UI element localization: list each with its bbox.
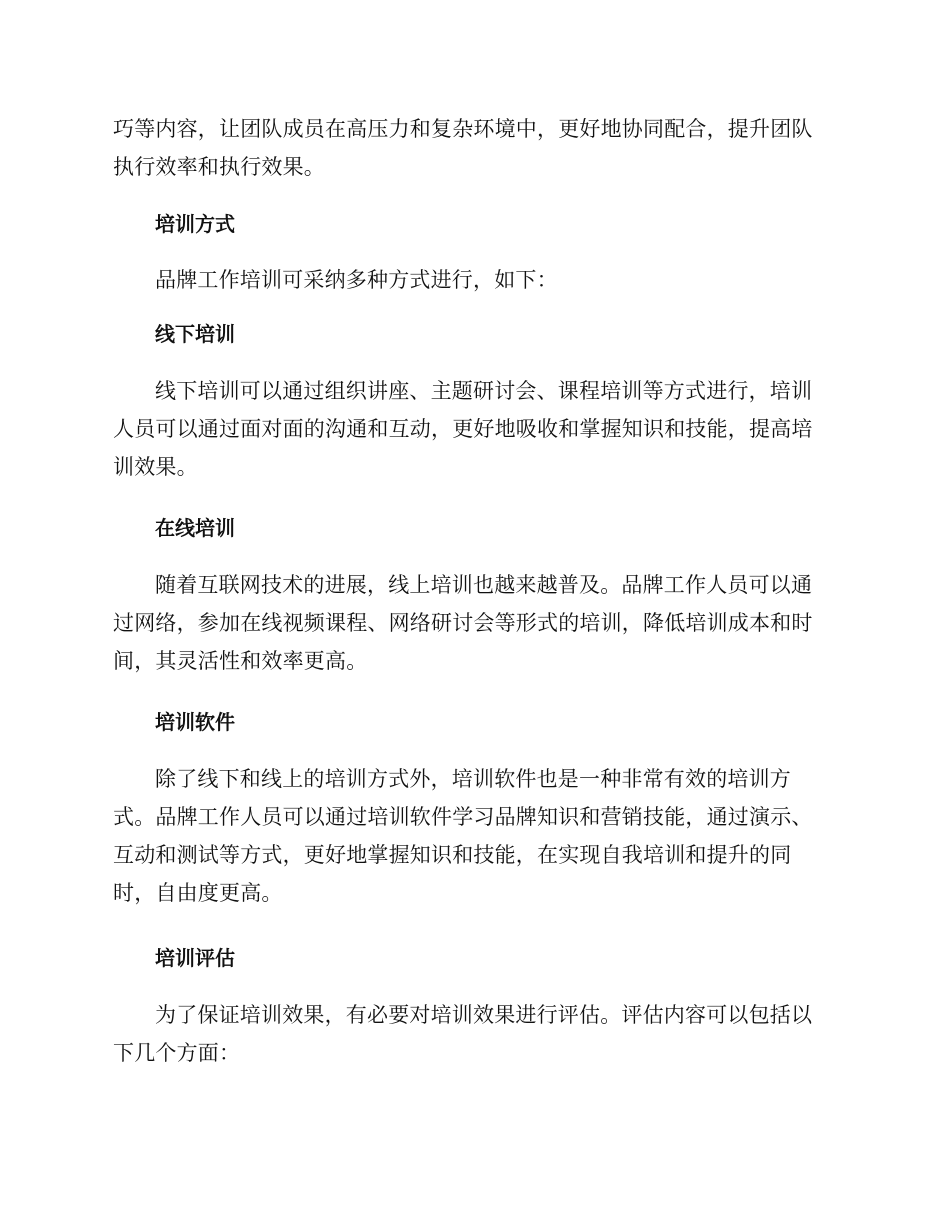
paragraph-offline-training: 线下培训可以通过组织讲座、主题研讨会、课程培训等方式进行，培训人员可以通过面对面的沟通和互动，更好地吸收和掌握知识和技能，提高培训效果。 [113,379,813,479]
heading-training-evaluation: 培训评估 [155,946,235,970]
heading-offline-training: 线下培训 [155,322,235,346]
paragraph-training-software: 除了线下和线上的培训方式外，培训软件也是一种非常有效的培训方式。品牌工作人员可以通过培训软件学习品牌知识和营销技能，通过演示、互动和测试等方式，更好地掌握知识和技能，在实现自我培训和提升的同时，自由度更高。 [113,767,813,905]
paragraph-training-methods-intro: 品牌工作培训可采纳多种方式进行，如下： [155,268,558,292]
heading-training-methods: 培训方式 [155,212,235,236]
heading-training-software: 培训软件 [155,710,235,734]
heading-online-training: 在线培训 [155,516,235,540]
paragraph-training-evaluation: 为了保证培训效果，有必要对培训效果进行评估。评估内容可以包括以下几个方面： [113,1003,813,1065]
paragraph-team-collaboration: 巧等内容，让团队成员在高压力和复杂环境中，更好地协同配合，提升团队执行效率和执行效果。 [113,117,813,179]
paragraph-online-training: 随着互联网技术的进展，线上培训也越来越普及。品牌工作人员可以通过网络，参加在线视频课程、网络研讨会等形式的培训，降低培训成本和时间，其灵活性和效率更高。 [113,573,813,673]
